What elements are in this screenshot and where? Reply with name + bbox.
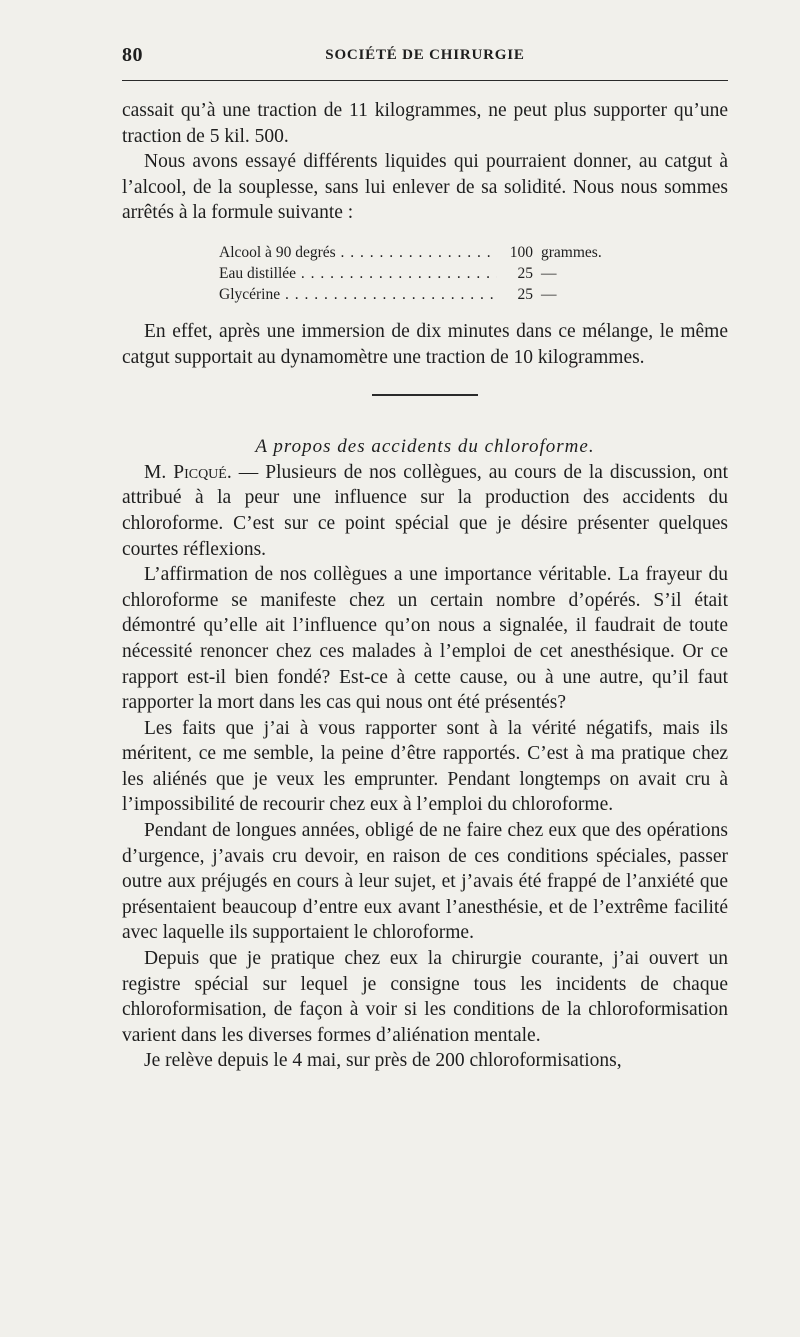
header-rule xyxy=(122,80,728,81)
formula-quantity: 100 xyxy=(509,243,533,261)
paragraph: Pendant de longues années, obligé de ne faire chez eux que des opérations d’urgence, j’avais cru devoir, en raison de ces conditions spéciales, passer outre aux préjugés en cours à leur sujet, et j’avais été frappé de l’anxiété que présentaient beaucoup d’entre eux avant l’anesthésie, et de l’extrême facilité avec laquelle ils supportaient le chloroforme. xyxy=(122,820,728,944)
paragraph xyxy=(122,460,728,562)
paragraph: cassait qu’à une traction de 11 kilogrammes, ne peut plus supporter qu’une traction de 5 kil. 500. xyxy=(122,100,728,147)
formula-quantity: 25 xyxy=(517,264,533,282)
formula-row xyxy=(219,242,633,263)
section-title: A propos des accidents du chloroforme. xyxy=(255,436,595,458)
paragraph: L’affirmation de nos collègues a une importance véritable. La frayeur du chloroforme se manifeste chez un certain nombre d’opérés. S’il était démontré qu’elle ait l’influence qu’on nous a signalée, il faudrait de toute nécessité renoncer chez ces malades à l’emploi de cet anesthésique. Or ce rapport est-il bien fondé? Est-ce à cette cause, ou à une autre, qu’il faut rapporter la mort dans les cas qui nous ont été présentés? xyxy=(122,564,728,714)
formula-ingredient: Alcool à 90 degrés . . . xyxy=(219,242,497,263)
formula-unit: grammes. xyxy=(541,243,602,261)
page-number: 80 xyxy=(122,44,143,66)
formula-quantity: 25 xyxy=(517,285,533,303)
paragraph: Les faits que j’ai à vous rapporter sont à la vérité négatifs, mais ils méritent, ce me semble, la peine d’être rapportés. C’est à ma pratique chez les aliénés que je veux les emprunter. Pendant longtemps on avait cru à l’impossibilité de recourir chez eux à l’emploi du chloroforme. xyxy=(122,717,728,816)
formula-ingredient: Glycérine . . . xyxy=(219,284,497,305)
formula-unit: — xyxy=(541,285,557,303)
paragraph: Nous avons essayé différents liquides qui pourraient donner, au catgut à l’alcool, de la souplesse, sans lui enlever de sa solidité. Nous nous sommes arrêtés à la formule suivante : xyxy=(122,151,728,224)
author-name: M. Picqué. xyxy=(144,461,232,483)
formula-table xyxy=(219,242,728,305)
formula-row xyxy=(219,263,633,284)
running-title: SOCIÉTÉ DE CHIRURGIE xyxy=(325,47,525,63)
section-divider xyxy=(372,394,478,396)
formula-unit: — xyxy=(541,264,557,282)
paragraph-text: — Plusieurs de nos collègues, au cours de la discussion, ont attribué à la peur une influence sur la production des accidents du chloroforme. C’est sur ce point spécial que je désire présenter quelques courtes réflexions. xyxy=(122,461,728,560)
paragraph: En effet, après une immersion de dix minutes dans ce mélange, le même catgut supportait au dynamomètre une traction de 10 kilogrammes. xyxy=(122,320,728,368)
page-header xyxy=(122,44,728,68)
page-body xyxy=(122,98,728,1074)
formula-ingredient: Eau distillée . . . xyxy=(219,263,497,284)
formula-row xyxy=(219,284,633,305)
paragraph: Je relève depuis le 4 mai, sur près de 200 chloroformisations, xyxy=(144,1050,622,1072)
paragraph: Depuis que je pratique chez eux la chirurgie courante, j’ai ouvert un registre spécial sur lequel je consigne tous les incidents de chaque chloroformisation, de façon à voir si les conditions de la chloroformisation varient dans les diverses formes d’aliénation mentale. xyxy=(122,948,728,1046)
